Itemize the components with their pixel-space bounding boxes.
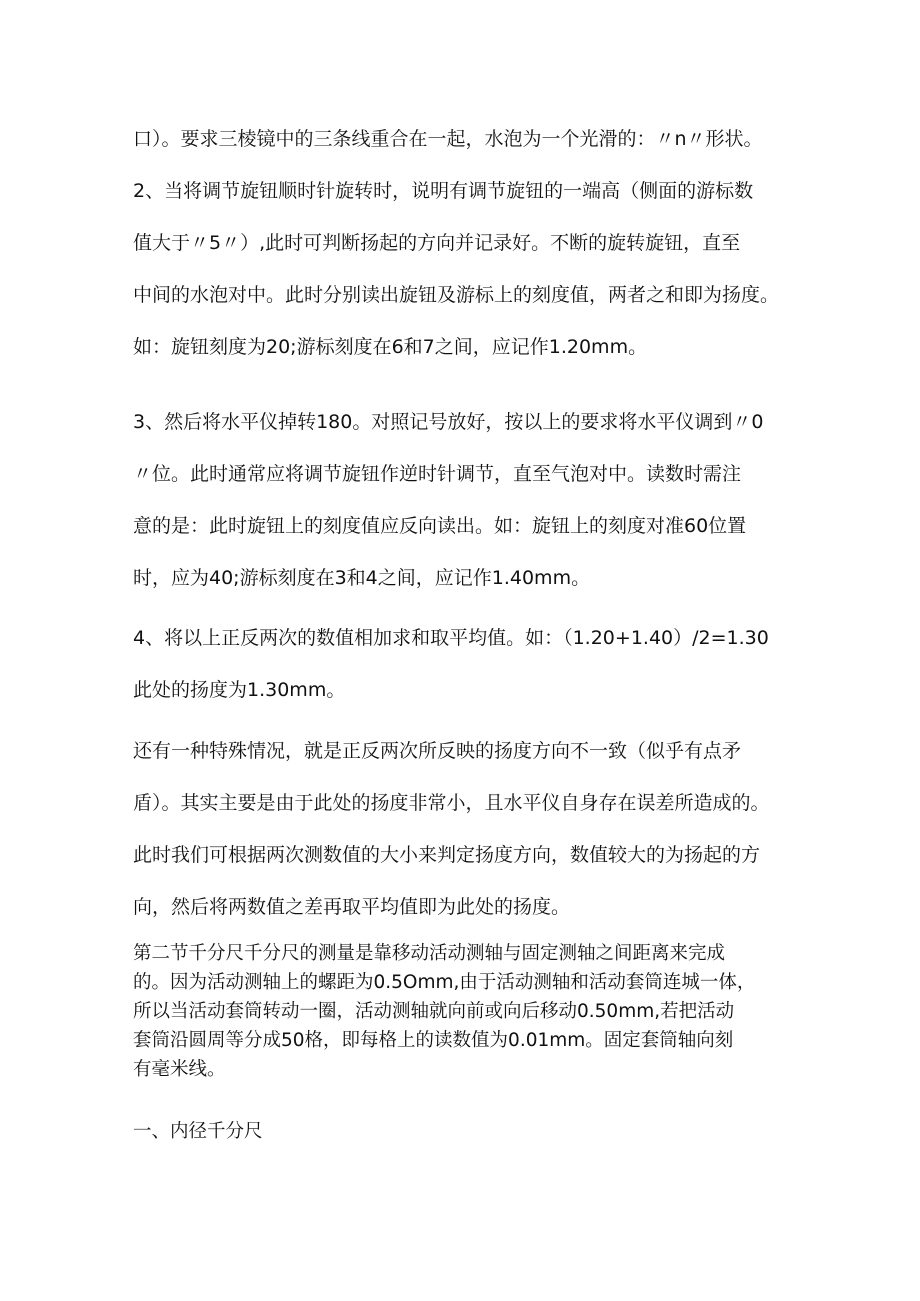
text-line: 时，应为40;游标刻度在3和4之间，应记作1.40mm。: [133, 567, 591, 589]
text-line: 此时我们可根据两次测数值的大小来判定扬度方向，数值较大的为扬起的方: [133, 844, 761, 866]
text-line: 2、当将调节旋钮顺时针旋转时，说明有调节旋钮的一端高（侧面的游标数: [133, 180, 754, 202]
text-line: 有毫米线。: [133, 1059, 226, 1080]
text-line: 3、然后将水平仪掉转180。对照记号放好，按以上的要求将水平仪调到〃0: [133, 411, 764, 433]
paragraph-micrometer-section: [133, 939, 793, 1084]
text-line: 中间的水泡对中。此时分别读出旋钮及游标上的刻度值，两者之和即为扬度。: [133, 284, 780, 306]
paragraph-step-4: [133, 612, 793, 716]
text-line: 第二节千分尺千分尺的测量是靠移动活动测轴与固定测轴之间距离来完成: [133, 943, 726, 964]
text-line: 如：旋钮刻度为20;游标刻度在6和7之间，应记作1.20mm。: [133, 336, 648, 358]
paragraph-level-bubble: [133, 113, 793, 165]
text-line: 值大于〃5〃）,此时可判断扬起的方向并记录好。不断的旋转旋钮，直至: [133, 232, 741, 254]
paragraph-step-3: [133, 396, 793, 604]
section-heading-inside-micrometer: [133, 1117, 793, 1147]
text-line: 向，然后将两数值之差再取平均值即为此处的扬度。: [133, 896, 571, 918]
heading-text: 一、内径千分尺: [133, 1121, 263, 1142]
text-line: 意的是：此时旋钮上的刻度值应反向读出。如：旋钮上的刻度对准60位置: [133, 515, 747, 537]
text-line: 4、将以上正反两次的数值相加求和取平均值。如：（1.20+1.40）/2=1.30: [133, 627, 769, 649]
text-line: 〃位。此时通常应将调节旋钮作逆时针调节，直至气泡对中。读数时需注: [133, 463, 742, 485]
text-line: 此处的扬度为1.30mm。: [133, 679, 346, 701]
text-line: 的。因为活动测轴上的螺距为0.5Omm,由于活动测轴和活动套筒连城一体，: [133, 972, 756, 993]
text-line: 盾）。其实主要是由于此处的扬度非常小，且水平仪自身存在误差所造成的。: [133, 792, 770, 814]
paragraph-special-case: [133, 725, 793, 933]
text-line: 还有一种特殊情况，就是正反两次所反映的扬度方向不一致（似乎有点矛: [133, 740, 742, 762]
text-line: 所以当活动套筒转动一圈，活动测轴就向前或向后移动0.50mm,若把活动: [133, 1001, 735, 1022]
text-line: 套筒沿圆周等分成50格，即每格上的读数值为0.01mm。固定套筒轴向刻: [133, 1030, 734, 1051]
paragraph-step-2: [133, 165, 793, 373]
text-line: 口）。要求三棱镜中的三条线重合在一起，水泡为一个光滑的：〃n〃形状。: [133, 128, 763, 150]
